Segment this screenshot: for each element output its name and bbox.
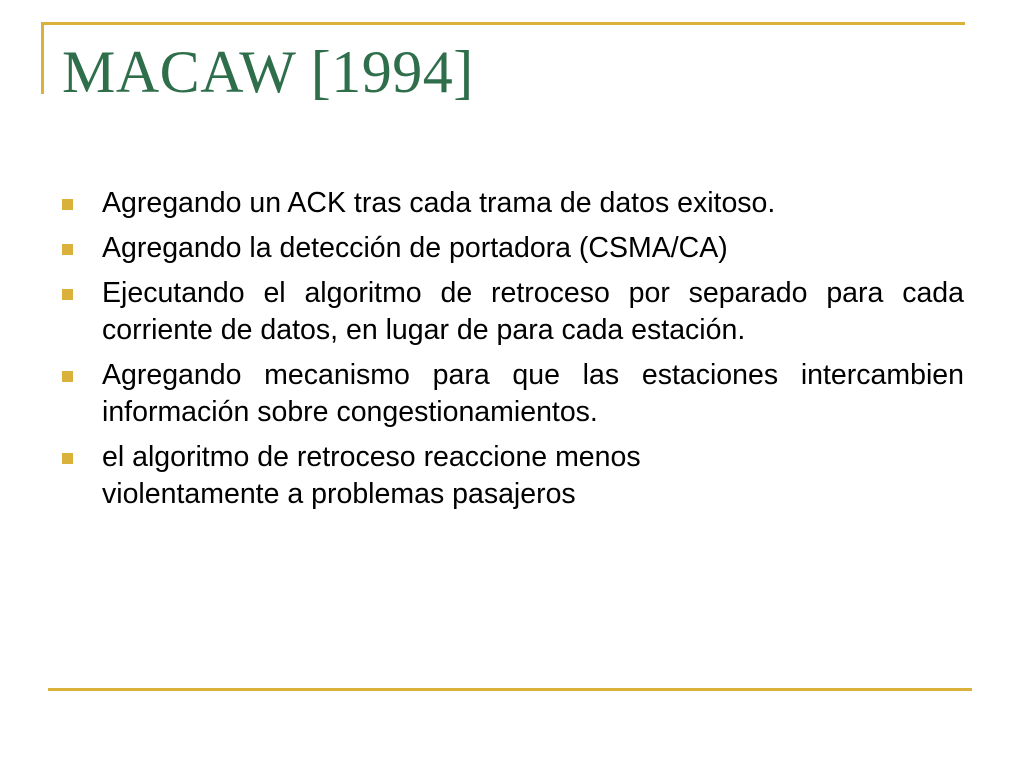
- bullet-text: Ejecutando el algoritmo de retroceso por separado para cada corriente de datos, en lugar de para cada estación.: [102, 277, 964, 346]
- square-bullet-icon: [62, 199, 73, 210]
- slide-title: MACAW [1994]: [62, 39, 474, 105]
- bullet-item: [60, 439, 964, 513]
- square-bullet-icon: [62, 289, 73, 300]
- bullet-item: [60, 230, 964, 267]
- bullet-item: [60, 275, 964, 349]
- bullet-text: Agregando la detección de portadora (CSMA/CA): [102, 232, 728, 264]
- bullet-text: Agregando un ACK tras cada trama de datos exitoso.: [102, 187, 776, 219]
- bullet-text: Agregando mecanismo para que las estaciones intercambien información sobre congestionamientos.: [102, 359, 964, 428]
- bullet-item: [60, 357, 964, 431]
- square-bullet-icon: [62, 371, 73, 382]
- bullet-list: [60, 185, 964, 521]
- bullet-item: [60, 185, 964, 222]
- left-accent-rule: [41, 22, 44, 94]
- square-bullet-icon: [62, 453, 73, 464]
- top-accent-rule: [41, 22, 965, 25]
- bullet-text: el algoritmo de retroceso reaccione menos violentamente a problemas pasajeros: [102, 441, 641, 510]
- bottom-accent-rule: [48, 688, 972, 691]
- square-bullet-icon: [62, 244, 73, 255]
